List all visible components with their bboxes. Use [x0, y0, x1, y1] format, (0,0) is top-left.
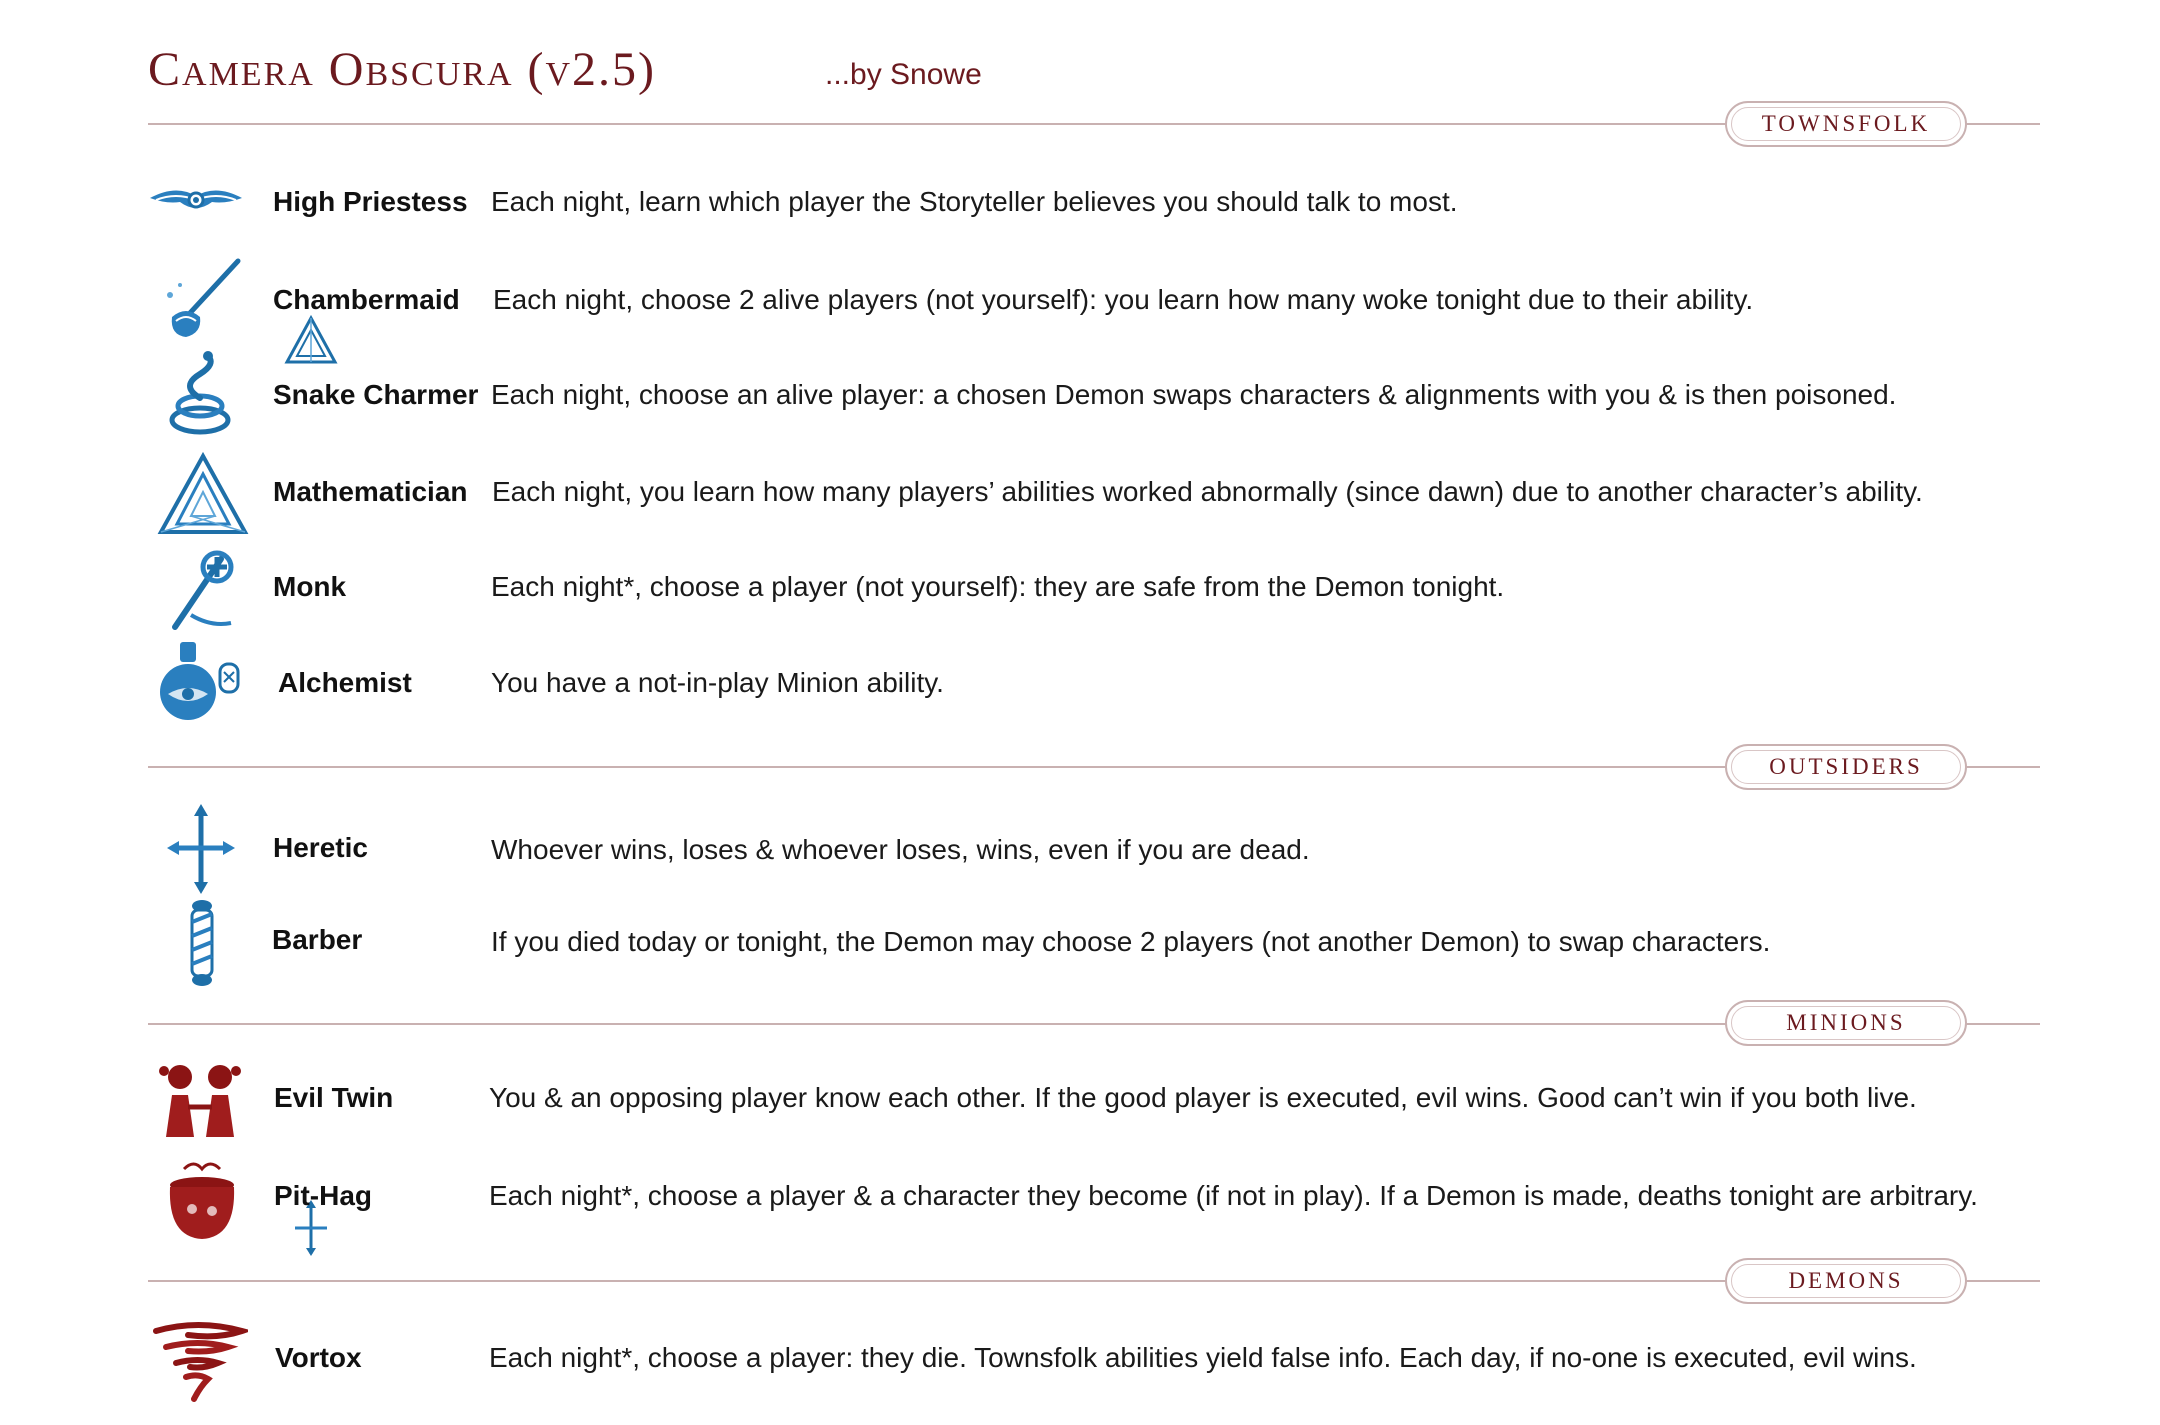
townsfolk-section-label: TOWNSFOLK [1761, 111, 1931, 136]
outsiders-section-badge [1725, 744, 1967, 790]
snake-charmer-ability: Each night, choose an alive player: a chosen Demon swaps characters & alignments with you & is then poisoned. [491, 379, 1897, 410]
chambermaid-ability: Each night, choose 2 alive players (not yourself): you learn how many woke tonight due to their ability. [493, 284, 1754, 315]
pit-hag-name: Pit-Hag [274, 1180, 372, 1211]
demons-section-label: DEMONS [1788, 1268, 1904, 1293]
pit-hag-ability: Each night*, choose a player & a character they become (if not in play). If a Demon is made, deaths tonight are arbitrary. [489, 1180, 1978, 1211]
barber-ability: If you died today or tonight, the Demon may choose 2 players (not another Demon) to swap characters. [491, 926, 1771, 957]
vortox-icon [148, 1313, 248, 1403]
monk-name: Monk [273, 571, 347, 602]
pit-hag-icon [154, 1155, 254, 1245]
alchemist-name: Alchemist [278, 667, 412, 698]
mathematician-icon [153, 448, 253, 538]
barber-name: Barber [272, 924, 363, 955]
demons-section-badge [1725, 1258, 1967, 1304]
snake-charmer-icon [150, 350, 250, 440]
evil-twin-icon [150, 1057, 250, 1147]
alchemist-icon [154, 638, 254, 728]
minions-section-label: MINIONS [1786, 1010, 1906, 1035]
chambermaid-name: Chambermaid [273, 284, 460, 315]
script-title: Camera Obscura (v2.5) [148, 43, 657, 96]
high-priestess-icon [146, 156, 246, 246]
monk-ability: Each night*, choose a player (not yourself): they are safe from the Demon tonight. [491, 571, 1505, 602]
heretic-name: Heretic [273, 832, 368, 863]
high-priestess-name: High Priestess [273, 186, 468, 217]
monk-icon [151, 543, 251, 633]
chambermaid-jinx-mathematician-icon [283, 312, 339, 368]
heretic-ability: Whoever wins, loses & whoever loses, wins, even if you are dead. [491, 834, 1310, 865]
outsiders-section-label: OUTSIDERS [1769, 754, 1923, 779]
alchemist-ability: You have a not-in-play Minion ability. [491, 667, 944, 698]
chambermaid-icon [150, 255, 250, 345]
high-priestess-ability: Each night, learn which player the Storyteller believes you should talk to most. [491, 186, 1458, 217]
evil-twin-ability: You & an opposing player know each other. If the good player is executed, evil wins. Good can’t win if you both live. [489, 1082, 1917, 1113]
mathematician-name: Mathematician [273, 476, 468, 507]
vortox-ability: Each night*, choose a player: they die. Townsfolk abilities yield false info. Each day, if no-one is executed, evil wins. [489, 1342, 1917, 1373]
heretic-icon [151, 804, 251, 894]
minions-section-badge [1725, 1000, 1967, 1046]
vortox-name: Vortox [275, 1342, 362, 1373]
townsfolk-section-badge [1725, 101, 1967, 147]
barber-icon [152, 898, 252, 988]
snake-charmer-name: Snake Charmer [273, 379, 479, 410]
evil-twin-name: Evil Twin [274, 1082, 394, 1113]
script-author: ...by Snowe [825, 58, 982, 91]
mathematician-ability: Each night, you learn how many players’ abilities worked abnormally (since dawn) due to another character’s ability. [492, 476, 1923, 507]
